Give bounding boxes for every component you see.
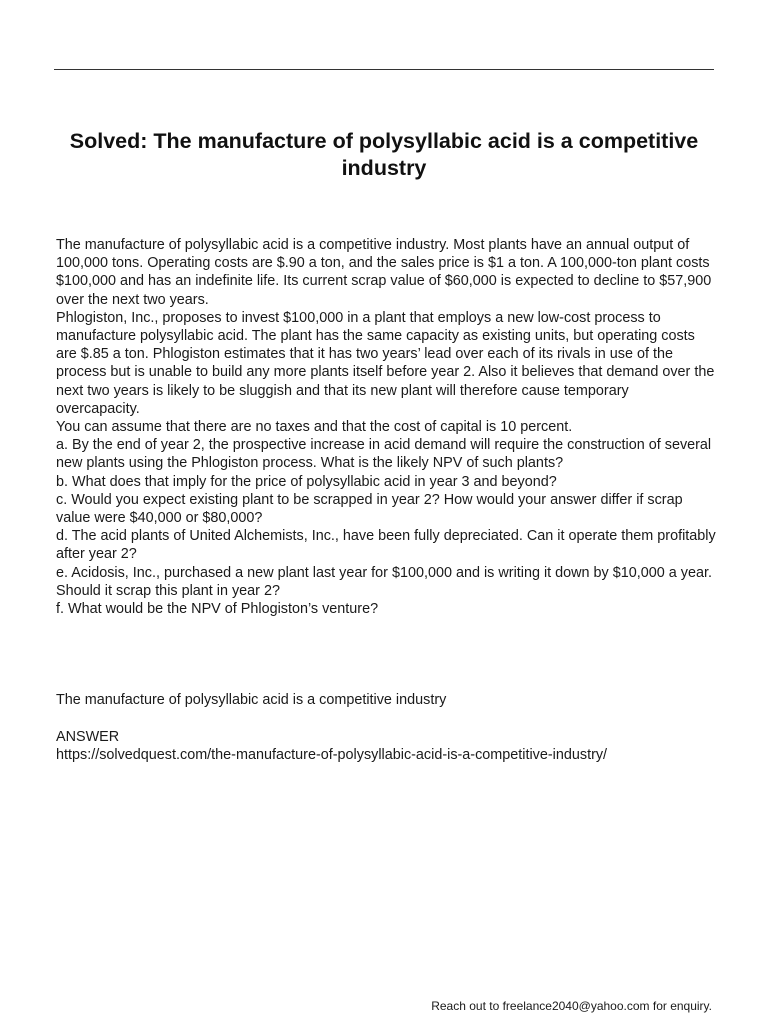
question-c: c. Would you expect existing plant to be scrapped in year 2? How would your answer differ if scrap value were $40,000 or $80,000? — [56, 491, 683, 527]
answer-label: ANSWER — [56, 729, 120, 745]
summary-line: The manufacture of polysyllabic acid is a competitive industry — [56, 692, 447, 708]
question-b: b. What does that imply for the price of polysyllabic acid in year 3 and beyond? — [56, 473, 557, 490]
paragraph-phlogiston: Phlogiston, Inc., proposes to invest $100,000 in a plant that employs a new low-cost process to manufacture polysyllabic acid. The plant has the same capacity as existing units, but operating costs are $.85 a ton. Phlogiston estimates that it has two years’ lead over each of its rivals in use of the process but is unable to build any more plants itself before year 2. Also it believes that demand over the next two years is likely to be sluggish and that its new plant will therefore cause temporary overcapacity. — [56, 309, 715, 417]
page-title: Solved: The manufacture of polysyllabic acid is a competitive industry — [69, 129, 699, 180]
question-d: d. The acid plants of United Alchemists, Inc., have been fully depreciated. Can it operate them profitably after year 2? — [56, 528, 716, 563]
top-divider — [54, 69, 714, 70]
footer-contact: Reach out to freelance2040@yahoo.com for enquiry. — [431, 999, 712, 1013]
question-a: a. By the end of year 2, the prospective increase in acid demand will require the construction of several new plants using the Phlogiston process. What is the likely NPV of such plants? — [56, 437, 712, 472]
paragraph-assumption: You can assume that there are no taxes and that the cost of capital is 10 percent. — [56, 419, 573, 436]
paragraph-intro: The manufacture of polysyllabic acid is a competitive industry. Most plants have an annual output of 100,000 tons. Operating costs are $.90 a ton, and the sales price is $1 a ton. A 100,000-ton plant costs $100,000 and has an indefinite life. Its current scrap value of $60,000 is expected to decline to $57,900 over the next two years. — [56, 237, 712, 308]
question-e: e. Acidosis, Inc., purchased a new plant last year for $100,000 and is writing it down by $10,000 a year. Should it scrap this plant in year 2? — [56, 564, 712, 599]
question-f: f. What would be the NPV of Phlogiston’s venture? — [56, 601, 379, 618]
answer-link[interactable]: https://solvedquest.com/the-manufacture-of-polysyllabic-acid-is-a-competitive-industry/ — [56, 747, 608, 764]
question-body — [56, 236, 716, 618]
answer-block — [56, 728, 716, 764]
